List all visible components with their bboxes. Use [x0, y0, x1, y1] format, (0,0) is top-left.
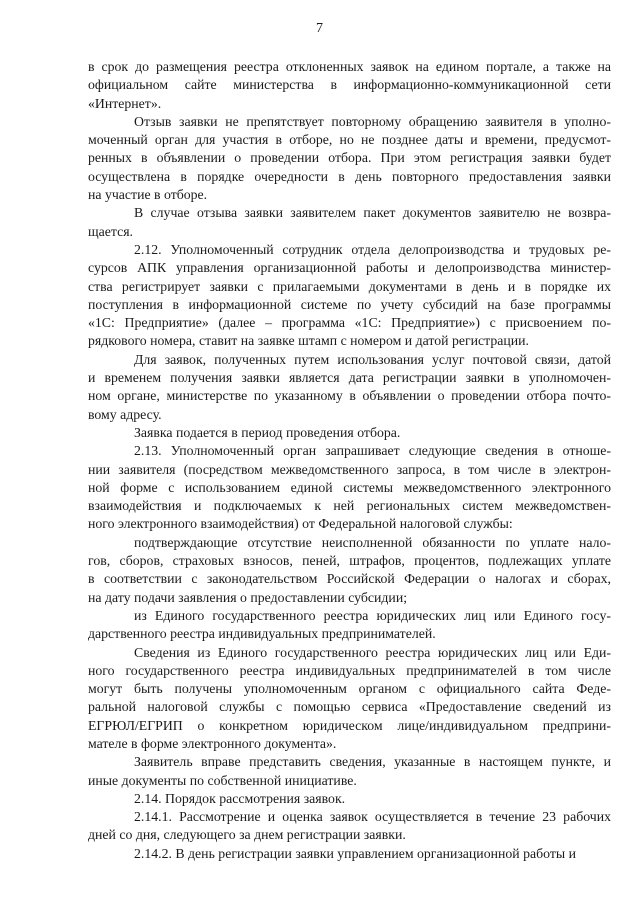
text-line: осуществлена в порядке очередности в день повторного предоставления заявки — [88, 168, 611, 184]
paragraph — [88, 351, 611, 424]
text-line: ральной налоговой службы с помощью сервиса «Предоставление сведений из — [88, 699, 611, 715]
text-line: иные документы по собственной инициативе. — [88, 772, 357, 788]
text-line: ЕГРЮЛ/ЕГРИП о конкретном юридическом лице/индивидуальном предприни- — [88, 717, 611, 733]
paragraph — [88, 424, 611, 442]
text-line: официальном сайте министерства в информационно-коммуникационной сети — [88, 77, 611, 93]
document-body — [88, 58, 611, 863]
text-line: из Единого государственного реестра юридических лиц или Единого госу- — [134, 607, 611, 623]
text-line: взаимодействия и подключаемых к ней региональных систем межведомствен- — [88, 498, 611, 514]
text-line: сурсов АПК управления организационной работы и делопроизводства министер- — [88, 260, 611, 276]
page-number: 7 — [316, 21, 323, 36]
paragraph — [88, 113, 611, 204]
text-line: Сведения из Единого государственного реестра юридических лиц или Еди- — [134, 644, 611, 660]
text-line: ной форме с использованием единой системы межведомственного электронного — [88, 479, 611, 495]
text-line: вому адресу. — [88, 406, 162, 422]
paragraph — [88, 753, 611, 790]
text-line: 2.14.2. В день регистрации заявки управлением организационной работы и — [134, 845, 576, 861]
text-line: и временем получения заявки является дата регистрации заявки в уполномочен- — [88, 370, 611, 386]
text-line: в срок до размещения реестра отклоненных заявок на едином портале, а также на — [88, 59, 611, 74]
text-line: дней со дня, следующего за днем регистрации заявки. — [88, 827, 406, 843]
text-line: 2.14.1. Рассмотрение и оценка заявок осуществляется в течение 23 рабочих — [134, 809, 611, 825]
text-line: ства регистрирует заявки с прилагаемыми документами в день и в порядке их — [88, 278, 611, 294]
text-line: моченный орган для участия в отборе, но не позднее даты и времени, предусмот- — [88, 132, 611, 148]
text-line: Заявитель вправе представить сведения, указанные в настоящем пункте, и — [134, 754, 611, 770]
text-line: ном органе, министерстве по указанному в объявлении о проведении отбора почто- — [88, 388, 611, 404]
text-line: 2.12. Уполномоченный сотрудник отдела делопроизводства и трудовых ре- — [134, 241, 611, 257]
text-line: 2.13. Уполномоченный орган запрашивает следующие сведения в отноше- — [134, 443, 611, 459]
text-line: 2.14. Порядок рассмотрения заявок. — [134, 790, 346, 806]
text-line: ренных в объявлении о проведении отбора. При этом регистрация заявки будет — [88, 150, 611, 166]
paragraph — [88, 607, 611, 644]
text-line: Для заявок, полученных путем использования услуг почтовой связи, датой — [134, 351, 611, 367]
text-line: гов, сборов, страховых взносов, пеней, штрафов, процентов, подлежащих уплате — [88, 553, 611, 569]
text-line: на участие в отборе. — [88, 187, 208, 203]
text-line: мателе в форме электронного документа». — [88, 735, 337, 751]
text-line: могут быть получены уполномоченным органом с официального сайта Феде- — [88, 681, 611, 697]
text-line: в соответствии с законодательством Российской Федерации о налогах и сборах, — [88, 571, 611, 587]
text-line: ного государственного реестра индивидуальных предпринимателей в том числе — [88, 662, 611, 678]
text-line: ного электронного взаимодействия) от Федеральной налоговой службы: — [88, 516, 513, 532]
text-line: дарственного реестра индивидуальных предпринимателей. — [88, 626, 436, 642]
text-line: Заявка подается в период проведения отбора. — [134, 424, 401, 440]
text-line: рядкового номера, ставит на заявке штамп с номером и датой регистрации. — [88, 333, 529, 349]
text-line: В случае отзыва заявки заявителем пакет документов заявителю не возвра- — [134, 205, 611, 221]
paragraph — [88, 58, 611, 113]
text-line: щается. — [88, 223, 133, 239]
text-line: нии заявителя (посредством межведомственного запроса, в том числе в электрон- — [88, 461, 611, 477]
text-line: подтверждающие отсутствие неисполненной обязанности по уплате нало- — [134, 534, 611, 550]
text-line: «1С: Предприятие» (далее – программа «1С: Предприятие») с присвоением по- — [88, 315, 611, 331]
paragraph — [88, 241, 611, 351]
paragraph — [88, 534, 611, 607]
paragraph — [88, 644, 611, 754]
paragraph — [88, 808, 611, 845]
text-line: на дату подачи заявления о предоставлении субсидии; — [88, 589, 408, 605]
text-line: поступления в информационной системе по учету субсидий на базе программы — [88, 296, 611, 312]
text-line: «Интернет». — [88, 95, 162, 111]
text-line: Отзыв заявки не препятствует повторному обращению заявителя в уполно- — [134, 113, 611, 129]
paragraph — [88, 204, 611, 241]
paragraph — [88, 845, 611, 863]
paragraph — [88, 442, 611, 533]
paragraph — [88, 790, 611, 808]
